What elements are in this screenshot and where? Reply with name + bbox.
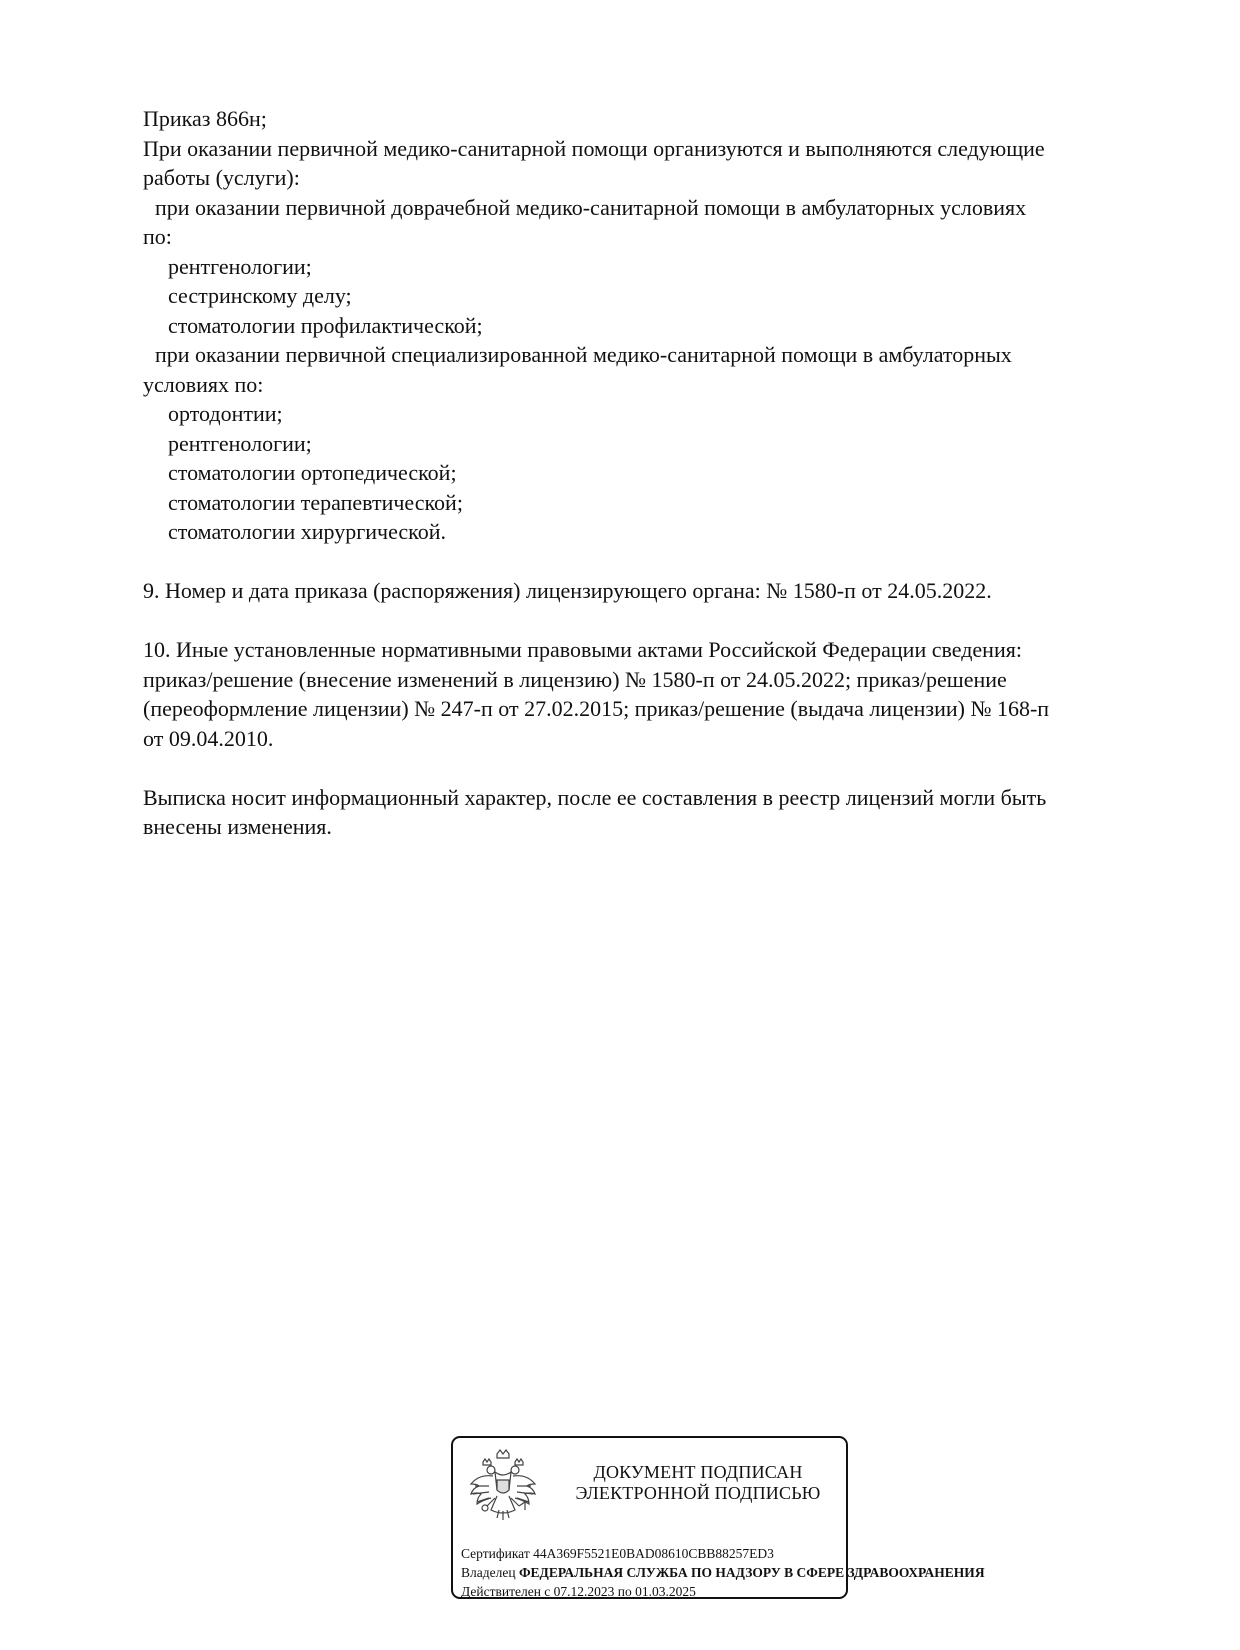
list-item: ортодонтии;	[168, 401, 283, 426]
owner-line	[461, 1563, 985, 1582]
paragraph-gap	[143, 753, 1143, 783]
paragraph-gap	[143, 547, 1143, 577]
item-10-line: (переоформление лицензии) № 247-п от 27.02.2015; приказ/решение (выдача лицензии) № 168-п	[143, 696, 1050, 721]
certificate-line	[461, 1544, 846, 1563]
item-10-line: приказ/решение (внесение изменений в лицензию) № 1580-п от 24.05.2022; приказ/решение	[143, 666, 1007, 692]
certificate-value: 44A369F5521E0BAD08610CBB88257ED3	[533, 1546, 774, 1561]
text-line: при оказании первичной специализированной медико-санитарной помощи в амбулаторных	[155, 342, 1012, 367]
list-item: рентгенологии;	[168, 430, 312, 456]
stamp-heading-line: ЭЛЕКТРОННОЙ ПОДПИСЬЮ	[575, 1483, 821, 1503]
list-item: сестринскому делу;	[168, 283, 352, 308]
owner-value: ФЕДЕРАЛЬНАЯ СЛУЖБА ПО НАДЗОРУ В СФЕРЕ ЗДРАВООХРАНЕНИЯ	[518, 1565, 985, 1580]
item-9-order: 9. Номер и дата приказа (распоряжения) лицензирующего органа: № 1580-п от 24.05.2022.	[143, 578, 992, 603]
list-item: стоматологии терапевтической;	[168, 489, 463, 515]
item-10-line: 10. Иные установленные нормативными правовыми актами Российской Федерации сведения:	[143, 637, 1022, 662]
stamp-details	[461, 1544, 985, 1601]
certificate-label: Сертификат	[461, 1546, 530, 1561]
list-item: стоматологии профилактической;	[168, 312, 483, 338]
text-line: при оказании первичной доврачебной медико-санитарной помощи в амбулаторных условиях	[155, 194, 1027, 220]
paragraph-gap	[143, 606, 1143, 636]
document-body	[143, 104, 1143, 842]
text-line: по:	[143, 224, 172, 249]
list-item: стоматологии хирургической.	[168, 519, 446, 544]
owner-label: Владелец	[461, 1565, 516, 1580]
text-line: работы (услуги):	[143, 165, 300, 190]
list-item: рентгенологии;	[168, 253, 312, 279]
text-line: Приказ 866н;	[143, 106, 267, 131]
disclaimer-line: Выписка носит информационный характер, после ее составления в реестр лицензий могли быть	[143, 784, 1047, 810]
stamp-heading-line: ДОКУМЕНТ ПОДПИСАН	[593, 1462, 803, 1482]
coat-of-arms-icon	[467, 1448, 539, 1530]
validity-line: Действителен с 07.12.2023 по 01.03.2025	[461, 1584, 696, 1599]
text-line: условиях по:	[143, 371, 264, 397]
list-item: стоматологии ортопедической;	[168, 460, 457, 485]
item-10-line: от 09.04.2010.	[143, 725, 274, 751]
text-line: При оказании первичной медико-санитарной помощи организуются и выполняются следующие	[143, 135, 1045, 161]
electronic-signature-stamp	[451, 1436, 985, 1599]
stamp-heading	[553, 1462, 843, 1504]
disclaimer-line: внесены изменения.	[143, 814, 332, 839]
